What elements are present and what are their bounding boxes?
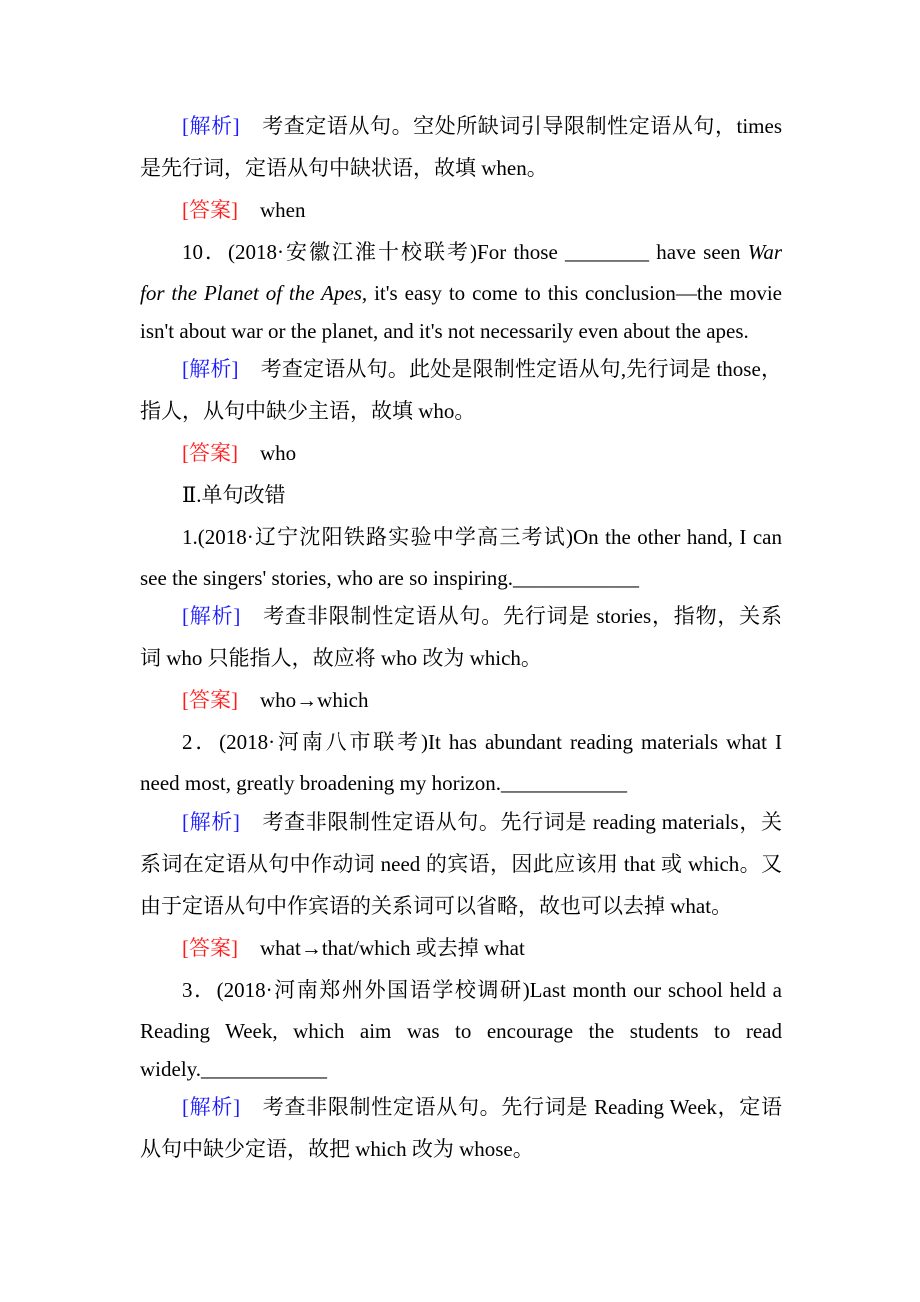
text-line: [140, 768, 782, 798]
line-text: 考查定语从句。此处是限制性定语从句,先行词是 those，: [260, 357, 782, 381]
text-line: [182, 195, 782, 225]
line-text: Ⅱ.单句改错: [182, 483, 286, 507]
text-line: [182, 237, 782, 267]
text-line: [182, 354, 782, 384]
line-text: 考查非限制性定语从句。先行词是 stories，指物，关系: [262, 604, 782, 628]
text-line: [140, 1016, 782, 1046]
text-line: [182, 1092, 782, 1122]
line-text: what→that/which 或去掉 what: [260, 936, 525, 960]
line-text: when: [260, 198, 306, 222]
line-text: 1.(2018·辽宁沈阳铁路实验中学高三考试)On the other hand, I can: [182, 525, 782, 549]
italic-title-text: for the Planet of the Apes,: [140, 281, 368, 305]
answer-label: [答案]: [182, 441, 238, 465]
line-text: 词 who 只能指人，故应将 who 改为 which。: [140, 646, 542, 670]
line-text: 考查定语从句。空处所缺词引导限制性定语从句，times: [261, 114, 782, 138]
line-text: 3．(2018·河南郑州外国语学校调研)Last month our school held a: [182, 978, 782, 1002]
analysis-label: [解析]: [182, 357, 239, 381]
answer-label: [答案]: [182, 198, 238, 222]
text-line: [182, 601, 782, 631]
line-text: need most, greatly broadening my horizon.____________: [140, 771, 627, 795]
analysis-label: [解析]: [182, 114, 240, 138]
line-text: 考查非限制性定语从句。先行词是 Reading Week，定语: [262, 1095, 782, 1119]
text-line: [182, 480, 782, 510]
italic-title-text: War: [747, 240, 782, 264]
line-text: 从句中缺少定语，故把 which 改为 whose。: [140, 1137, 534, 1161]
text-line: [140, 891, 782, 921]
line-text: 10．(2018·安徽江淮十校联考)For those ________ have seen: [182, 240, 748, 264]
line-text: Reading Week, which aim was to encourage the students to read: [140, 1019, 782, 1043]
line-text: widely.____________: [140, 1057, 328, 1081]
line-text: who→which: [260, 688, 369, 712]
text-line: [140, 153, 782, 183]
text-line: [140, 278, 782, 308]
line-text: 是先行词，定语从句中缺状语，故填 when。: [140, 156, 548, 180]
line-text: see the singers' stories, who are so inspiring.____________: [140, 566, 639, 590]
line-text: 指人，从句中缺少主语，故填 who。: [140, 399, 476, 423]
answer-label: [答案]: [182, 936, 238, 960]
line-text: isn't about war or the planet, and it's not necessarily even about the apes.: [140, 319, 749, 343]
line-text: it's easy to come to this conclusion—the movie: [367, 281, 782, 305]
answer-label: [答案]: [182, 688, 238, 712]
line-text: 由于定语从句中作宾语的关系词可以省略，故也可以去掉 what。: [140, 894, 733, 918]
analysis-label: [解析]: [182, 810, 240, 834]
text-line: [140, 643, 782, 673]
text-line: [140, 396, 782, 426]
text-line: [182, 975, 782, 1005]
analysis-label: [解析]: [182, 604, 241, 628]
line-text: 系词在定语从句中作动词 need 的宾语，因此应该用 that 或 which。又: [140, 852, 782, 876]
text-line: [140, 1054, 782, 1084]
line-text: 2．(2018·河南八市联考)It has abundant reading materials what I: [182, 730, 782, 754]
text-line: [140, 849, 782, 879]
text-line: [182, 933, 782, 963]
text-line: [182, 522, 782, 552]
text-line: [140, 316, 782, 346]
line-text: who: [260, 441, 297, 465]
text-line: [182, 727, 782, 757]
text-line: [182, 685, 782, 715]
text-line: [182, 111, 782, 141]
text-line: [182, 807, 782, 837]
analysis-label: [解析]: [182, 1095, 241, 1119]
line-text: 考查非限制性定语从句。先行词是 reading materials，关: [261, 810, 782, 834]
text-line: [140, 563, 782, 593]
text-line: [182, 438, 782, 468]
text-line: [140, 1134, 782, 1164]
